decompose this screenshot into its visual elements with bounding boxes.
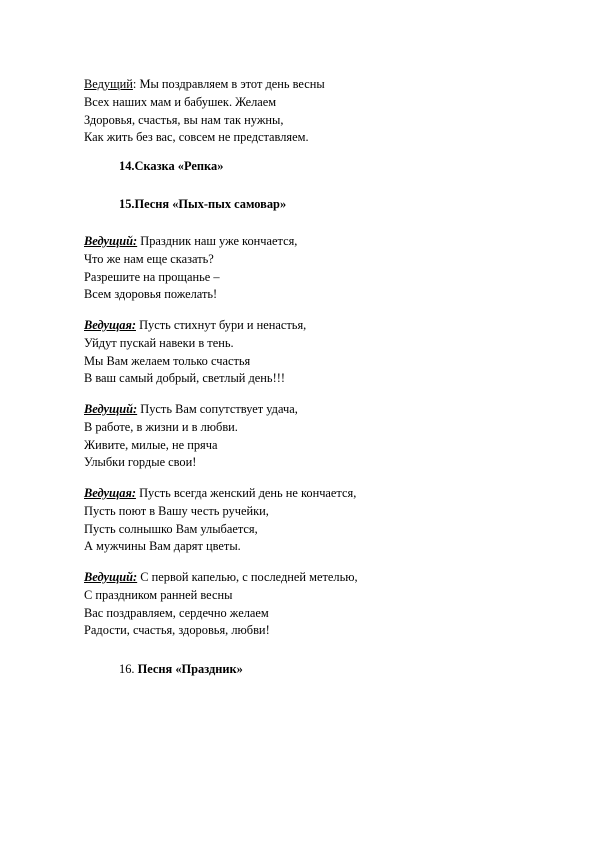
intro-stanza — [84, 76, 325, 147]
stanza-3 — [84, 401, 298, 472]
stanza-line: В ваш самый добрый, светлый день!!! — [84, 371, 285, 386]
heading-text: Песня «Праздник» — [134, 662, 243, 676]
stanza-line: Разрешите на прощанье – — [84, 269, 220, 284]
stanza-line: Здоровья, счастья, вы нам так нужны, — [84, 112, 284, 127]
stanza-line: Уйдут пускай навеки в тень. — [84, 335, 234, 350]
stanza-5 — [84, 569, 358, 640]
speaker-label: Ведущий: — [84, 234, 138, 248]
stanza-line: Мы Вам желаем только счастья — [84, 353, 251, 368]
stanza-line: Что же нам еще сказать? — [84, 251, 214, 266]
heading-16 — [119, 661, 243, 679]
stanza-line: В работе, в жизни и в любви. — [84, 419, 238, 434]
stanza-line-text: Пусть Вам сопутствует удача, — [137, 402, 298, 416]
stanza-first-line — [84, 401, 298, 419]
stanza-line: Вас поздравляем, сердечно желаем — [84, 605, 269, 620]
speaker-label: Ведущая: — [84, 486, 136, 500]
stanza-first-line — [84, 76, 325, 94]
stanza-line: Улыбки гордые свои! — [84, 455, 197, 470]
stanza-line-text: Праздник наш уже кончается, — [137, 234, 298, 248]
stanza-2 — [84, 317, 306, 388]
stanza-line: Пусть солнышко Вам улыбается, — [84, 521, 258, 536]
speaker-label: Ведущий: — [84, 570, 138, 584]
stanza-line: С праздником ранней весны — [84, 587, 233, 602]
stanza-first-line — [84, 485, 356, 503]
stanza-line: Всем здоровья пожелать! — [84, 287, 218, 302]
stanza-first-line — [84, 569, 358, 587]
speaker-label: Ведущая: — [84, 318, 136, 332]
stanza-first-line — [84, 233, 297, 251]
stanza-line: Живите, милые, не пряча — [84, 437, 218, 452]
stanza-line-text: Пусть всегда женский день не кончается, — [135, 486, 357, 500]
speaker-label: Ведущий: — [84, 402, 138, 416]
stanza-1 — [84, 233, 297, 304]
speaker-label: Ведущий — [84, 77, 133, 91]
stanza-line: Радости, счастья, здоровья, любви! — [84, 623, 270, 638]
stanza-line: А мужчины Вам дарят цветы. — [84, 539, 241, 554]
heading-14: 14.Сказка «Репка» — [119, 159, 224, 173]
stanza-line: Всех наших мам и бабушек. Желаем — [84, 94, 277, 109]
heading-number: 16. — [119, 662, 135, 676]
stanza-first-line — [84, 317, 306, 335]
stanza-line-text: : Мы поздравляем в этот день весны — [132, 77, 325, 91]
stanza-line-text: Пусть стихнут бури и ненастья, — [135, 318, 307, 332]
stanza-4 — [84, 485, 356, 556]
heading-15: 15.Песня «Пых-пых самовар» — [119, 197, 287, 211]
stanza-line-text: С первой капелью, с последней метелью, — [137, 570, 358, 584]
stanza-line: Пусть поют в Вашу честь ручейки, — [84, 503, 269, 518]
stanza-line: Как жить без вас, совсем не представляем. — [84, 130, 309, 145]
